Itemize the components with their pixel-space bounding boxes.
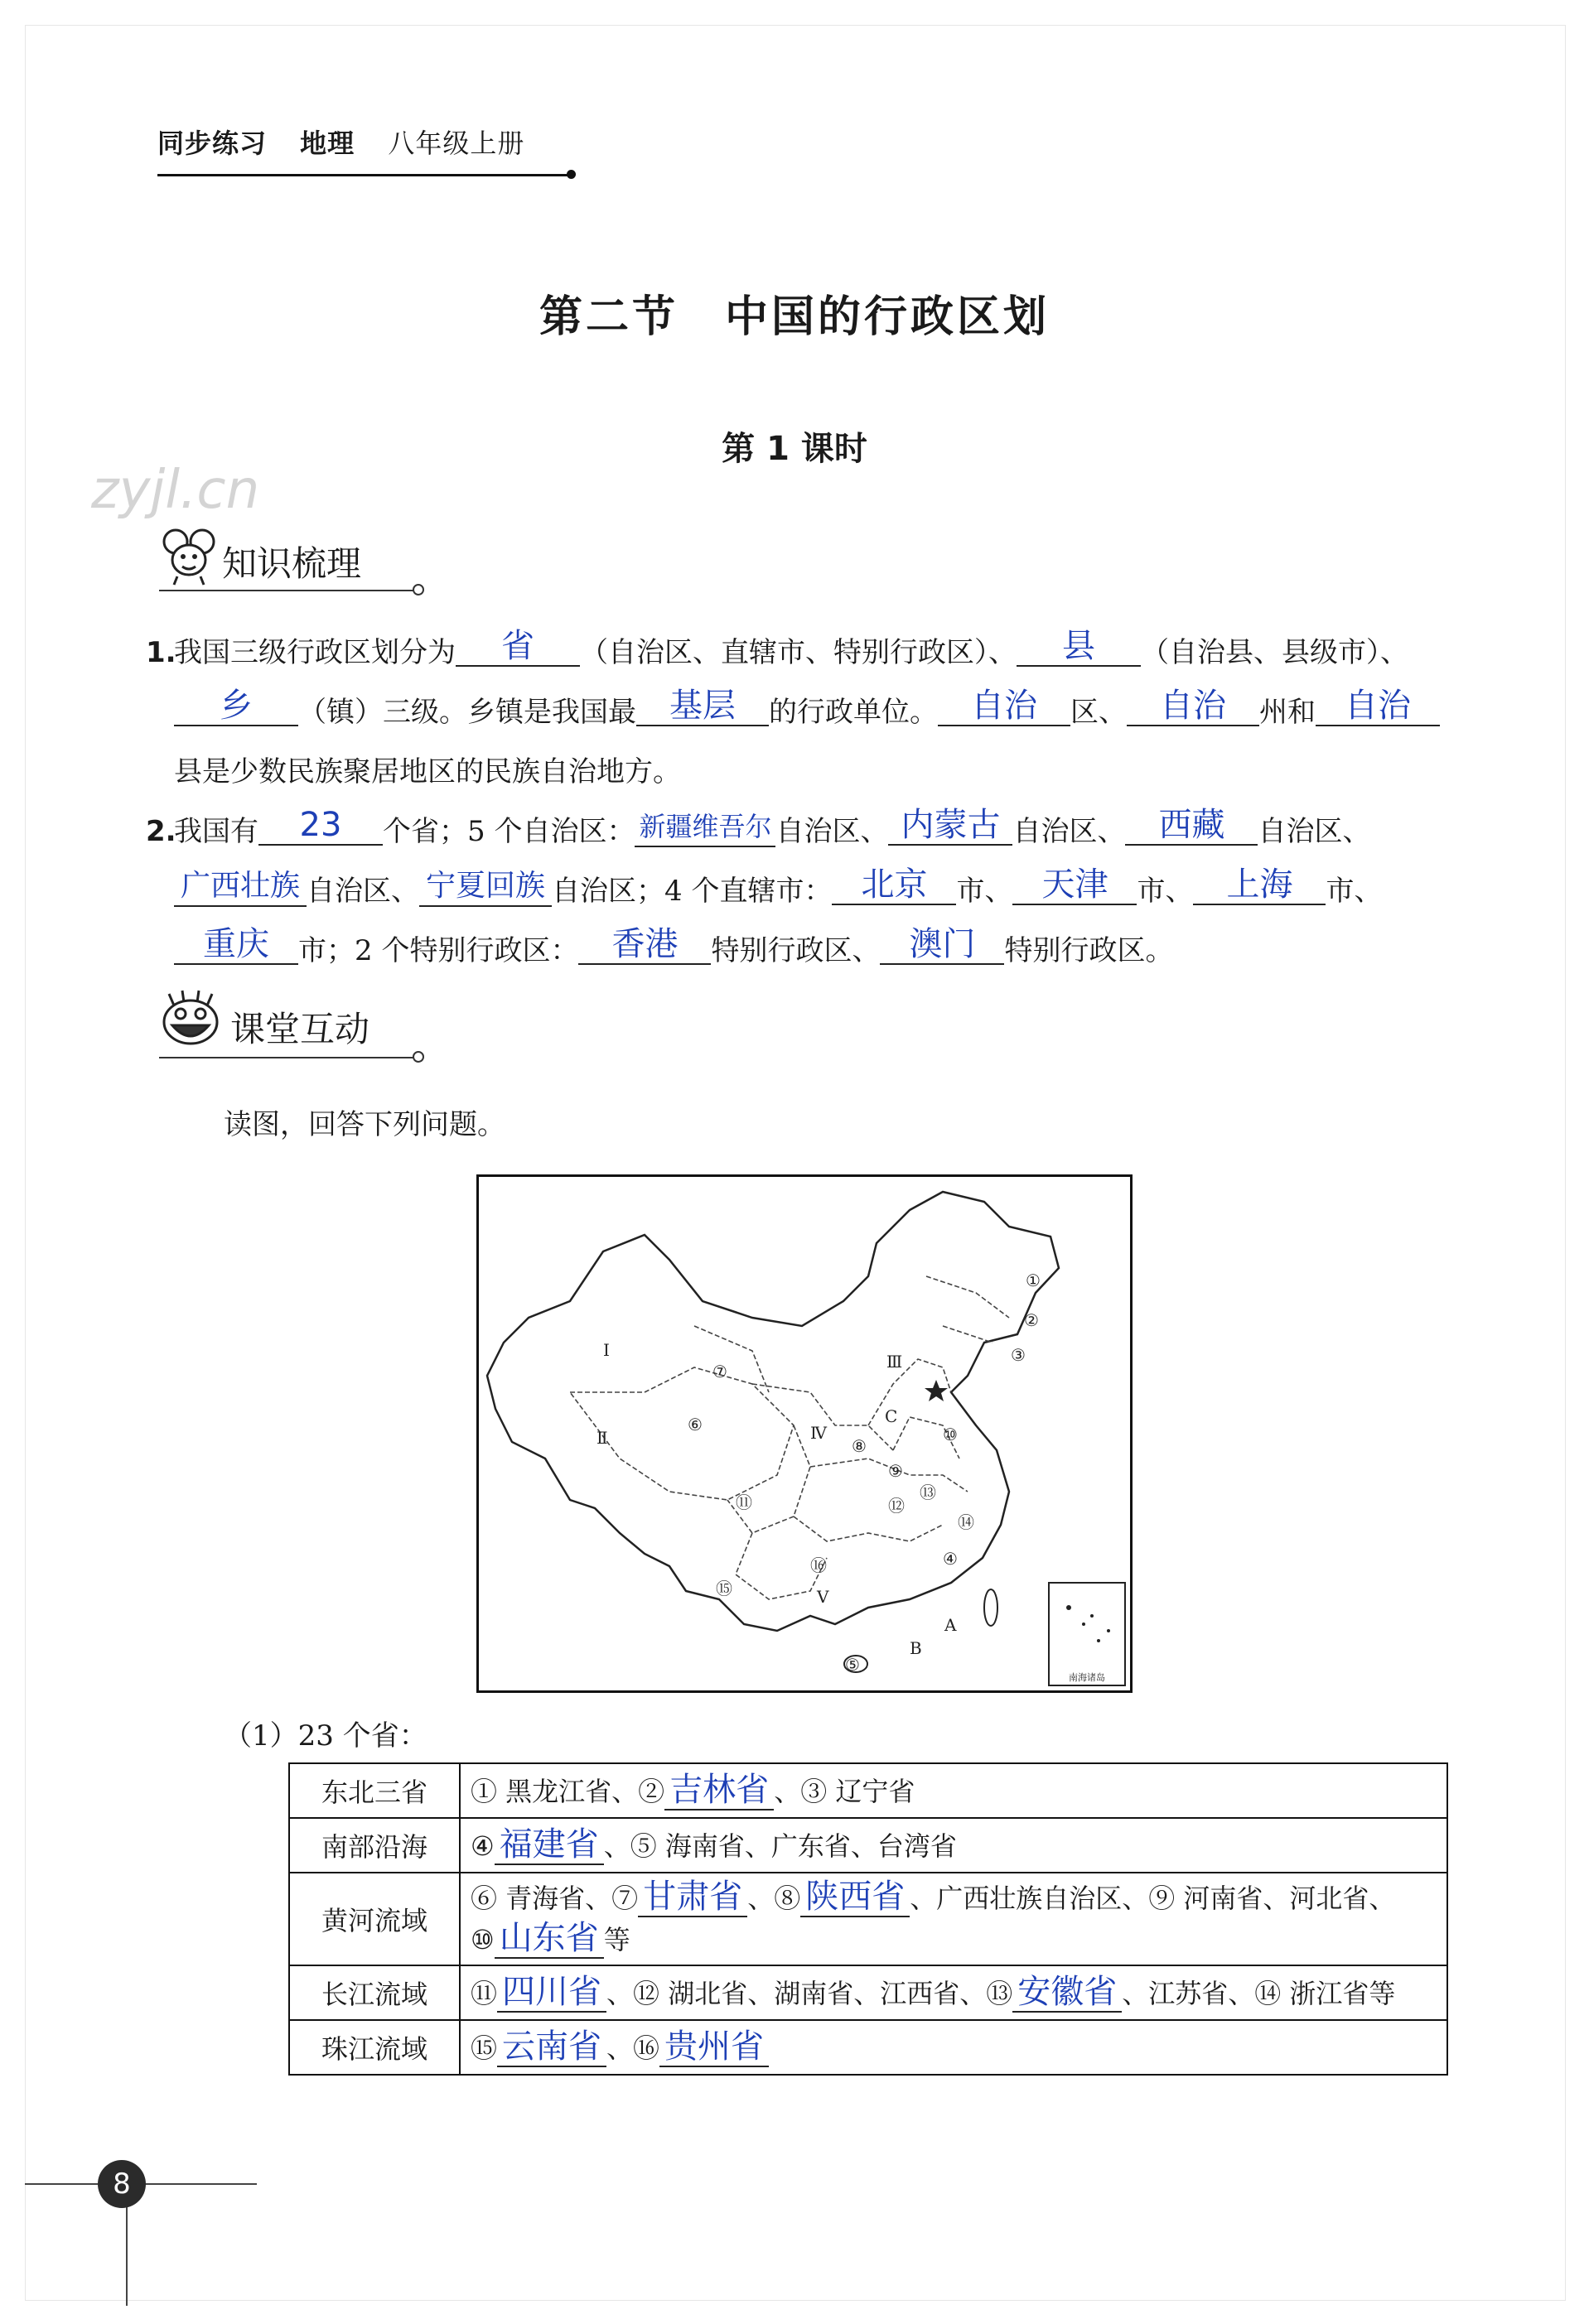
q1-answer-6: 自治 [1127,687,1259,726]
map-label-13: ⑬ [920,1483,936,1502]
q1-answer-3: 乡 [174,687,298,726]
table-answer: 四川省 [497,1973,606,2013]
question-1 [146,623,1466,802]
q2-text-11: 市；2 个特别行政区： [298,934,579,967]
table-row-content [460,2020,1447,2075]
table-answer: 陕西省 [800,1878,910,1917]
q1-answer-2: 县 [1017,627,1141,667]
mouse-mascot-icon [159,527,219,586]
table-text: 、③ 辽宁省 [774,1776,915,1807]
running-header [157,123,548,161]
q1-text-1: 我国三级行政区划分为 [174,636,456,669]
table-text: 、广西壮族自治区、⑨ 河南省、河北省、 [910,1883,1396,1914]
question-2-number: 2. [146,815,176,848]
section-title: 第二节 中国的行政区划 [539,292,1050,342]
table-row-label: 长江流域 [289,1965,460,2020]
page-number: 8 [98,2160,146,2208]
header-series: 同步练习 [157,128,268,159]
table-row-label: 南部沿海 [289,1818,460,1873]
q2-answer-1: 23 [258,806,383,846]
table-row [289,1818,1447,1873]
map-label-9: ⑨ [888,1461,903,1481]
q2-text-1: 我国有 [174,815,258,848]
question-2 [146,802,1466,981]
q2-answer-5: 广西壮族 [174,867,307,907]
map-label-II: Ⅱ [596,1428,608,1448]
table-row-content [460,1763,1447,1818]
table-text: ⑮ [471,2032,498,2064]
table-text: ⑥ 青海省、⑦ [471,1883,639,1914]
map-label-4: ④ [943,1549,958,1569]
q2-answer-7: 北京 [832,865,956,905]
table-answer: 福建省 [495,1825,604,1865]
q2-text-3: 自治区、 [775,815,889,848]
china-outline-figure [479,1177,1130,1690]
map-label-16: ⑯ [810,1555,827,1575]
q2-text-13: 特别行政区。 [1004,934,1174,967]
q1-text-6: 区、 [1070,696,1127,729]
table-text: 、⑧ [747,1883,801,1914]
table-answer: 贵州省 [659,2027,769,2067]
section-knowledge-rule [159,590,416,591]
q2-text-5: 自治区、 [1258,815,1371,848]
table-answer: 安徽省 [1012,1973,1122,2013]
q1-text-8: 县是少数民族聚居地区的民族自治地方。 [174,755,681,788]
table-row [289,2020,1447,2075]
map-instruction: 读图，回答下列问题。 [224,1108,505,1141]
map-label-7: ⑦ [712,1362,727,1381]
q2-text-7: 自治区；4 个直辖市： [552,875,833,908]
section-knowledge-label: 知识梳理 [222,543,362,584]
section-class-label: 课堂互动 [230,1009,370,1049]
q2-answer-2: 新疆维吾尔 [635,808,775,847]
table-row [289,1873,1447,1965]
table-row-content [460,1965,1447,2020]
section-class-ring [413,1051,424,1063]
header-rule-dot [567,170,576,179]
map-label-B: B [910,1638,922,1658]
table-text: 、⑯ [606,2032,660,2064]
table-answer: 甘肃省 [638,1878,747,1917]
map-label-10: ⑩ [943,1425,958,1444]
table-row-content [460,1818,1447,1873]
q2-answer-4: 西藏 [1125,806,1258,846]
table-row [289,1763,1447,1818]
table-row-label: 东北三省 [289,1763,460,1818]
header-grade: 八年级上册 [388,128,525,159]
map-label-2: ② [1024,1310,1039,1330]
table-text: 、江苏省、⑭ 浙江省等 [1122,1978,1396,2009]
map-label-A: A [944,1615,957,1635]
table-text: 等 [603,1924,630,1955]
table-text: ⑪ [471,1978,498,2009]
map-label-IV: Ⅳ [810,1423,827,1443]
q1-answer-7: 自治 [1316,687,1440,726]
map-label-5: ⑤ [845,1655,860,1675]
china-province-map [476,1174,1133,1693]
lesson-subtitle: 第 1 课时 [722,430,867,468]
table-answer: 吉林省 [664,1771,774,1811]
table-text: 、⑫ 湖北省、湖南省、江西省、⑬ [606,1978,1013,2009]
q1-answer-1: 省 [456,627,580,667]
map-label-11: ⑪ [736,1492,752,1512]
header-rule [157,174,572,176]
section-knowledge-ring [413,584,424,595]
map-label-8: ⑧ [852,1436,867,1456]
provinces-table [288,1762,1448,2076]
q1-text-5: 的行政单位。 [769,696,938,729]
part-1-heading: （1）23 个省： [224,1719,427,1753]
inset-caption: 南海诸岛 [1069,1672,1105,1683]
map-label-V: Ⅴ [817,1587,829,1607]
q1-text-2: （自治区、直辖市、特别行政区）、 [580,636,1017,669]
map-label-C: C [885,1406,898,1426]
q2-text-6: 自治区、 [307,875,419,908]
q1-text-7: 州和 [1259,696,1316,729]
q2-answer-8: 天津 [1012,865,1137,905]
question-1-number: 1. [146,636,176,669]
q2-answer-3: 内蒙古 [888,806,1012,846]
map-label-1: ① [1026,1270,1041,1290]
map-label-III: Ⅲ [886,1352,903,1372]
q2-text-12: 特别行政区、 [711,934,881,967]
map-label-15: ⑮ [716,1579,732,1598]
table-text: ⑩ [471,1924,495,1955]
table-row-label: 珠江流域 [289,2020,460,2075]
table-text: 、⑤ 海南省、广东省、台湾省 [603,1830,957,1862]
q1-text-3: （自治县、县级市）、 [1141,636,1408,669]
map-label-I: Ⅰ [603,1340,610,1360]
table-row-content [460,1873,1447,1965]
q1-answer-4: 基层 [636,687,769,726]
q2-answer-6: 宁夏回族 [419,867,552,907]
q2-text-4: 自治区、 [1012,815,1126,848]
q2-text-10: 市、 [1326,875,1383,908]
q2-text-2: 个省；5 个自治区： [383,815,635,848]
watermark: zyjl.cn [91,460,260,521]
map-label-6: ⑥ [688,1415,703,1434]
header-subject: 地理 [300,128,355,159]
section-class-rule [159,1057,416,1058]
table-text: ① 黑龙江省、② [471,1776,665,1807]
map-label-3: ③ [1011,1345,1026,1365]
map-label-12: ⑫ [888,1496,905,1516]
q2-text-8: 市、 [956,875,1013,908]
q2-answer-9: 上海 [1193,865,1326,905]
map-label-14: ⑭ [958,1512,974,1532]
table-answer: 云南省 [497,2027,606,2067]
table-row-label: 黄河流域 [289,1873,460,1965]
q2-text-9: 市、 [1137,875,1194,908]
table-row [289,1965,1447,2020]
table-answer: 山东省 [495,1919,604,1959]
q2-answer-12: 澳门 [880,925,1004,965]
q2-answer-10: 重庆 [174,925,298,965]
q1-text-4: （镇）三级。乡镇是我国最 [298,696,636,729]
q2-answer-11: 香港 [578,925,711,965]
q1-answer-5: 自治 [938,687,1070,726]
table-text: ④ [471,1830,495,1862]
page-number-stem [126,2206,128,2306]
laughing-mascot-icon [159,987,222,1050]
